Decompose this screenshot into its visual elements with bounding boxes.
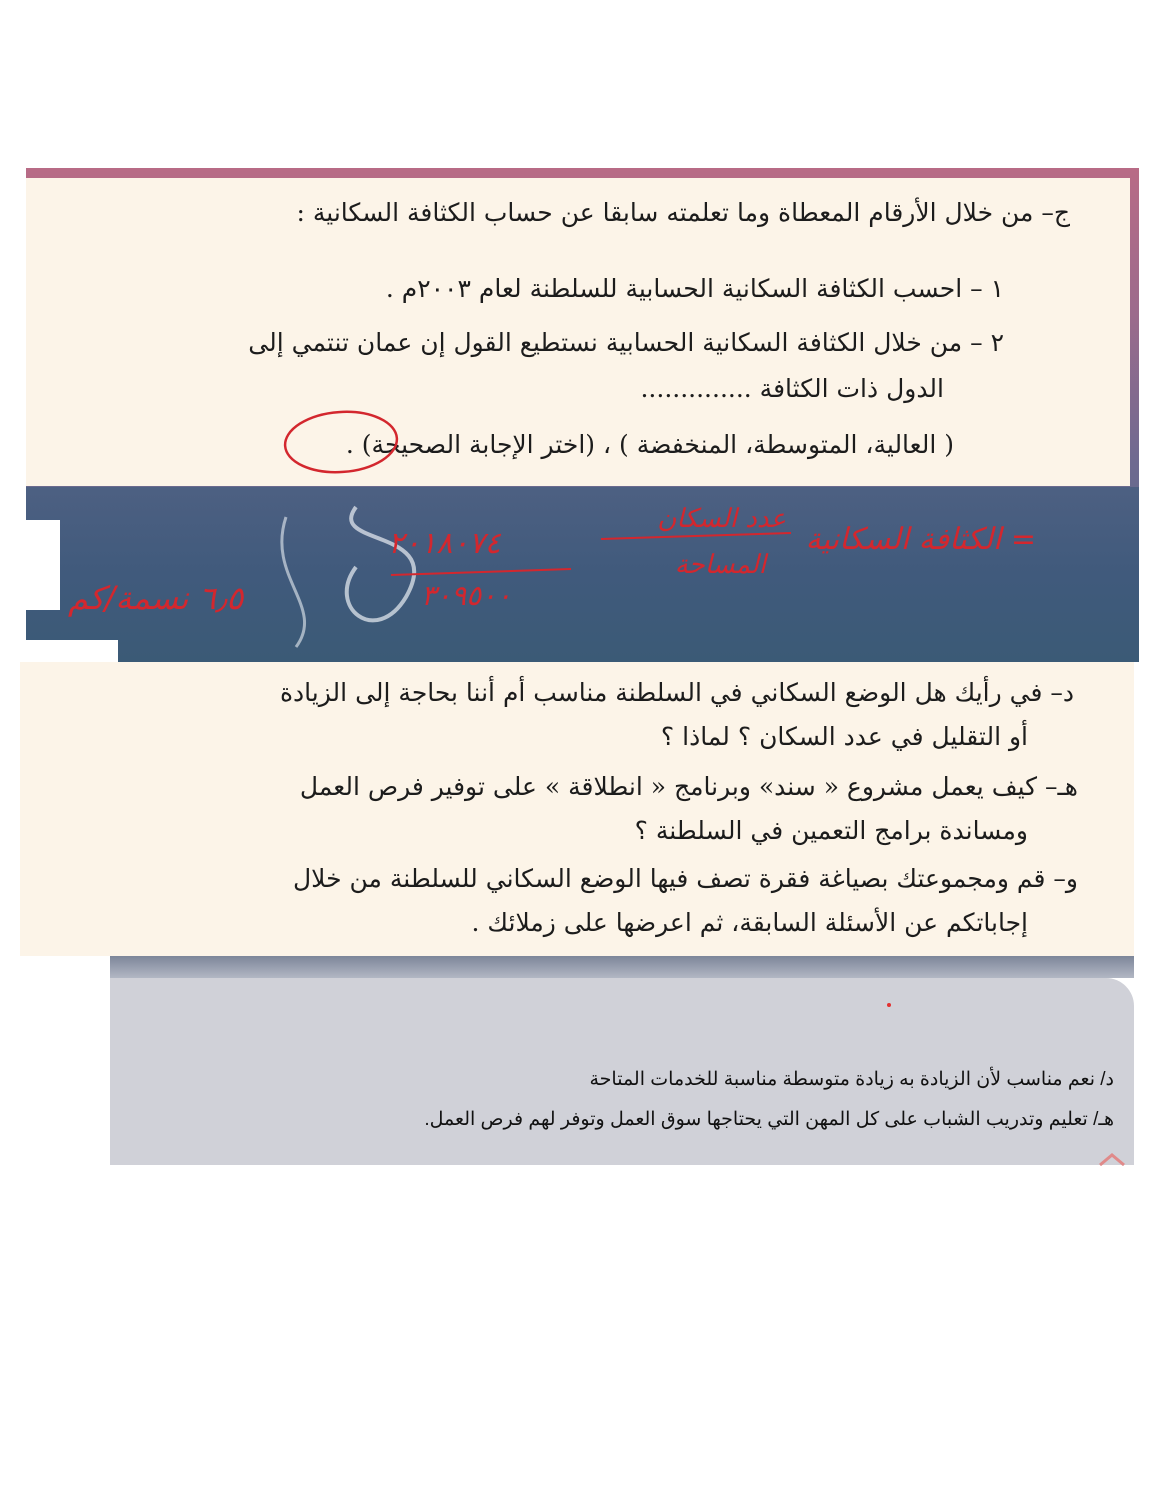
section-w-line2: إجاباتكم عن الأسئلة السابقة، ثم اعرضها على زملائك . [471,908,1028,937]
whiteboard-band [26,487,1139,662]
hw-fraction-bar-2 [391,569,571,575]
section-d-line1: د– في رأيك هل الوضع السكاني في السلطنة مناسب أم أننا بحاجة إلى الزيادة [279,678,1074,707]
handwriting-layer [26,487,1139,662]
divider-strip [110,956,1134,978]
question-card-c [26,178,1130,486]
white-notch [26,640,118,662]
hw-formula-lhs: الكثافة السكانية = [805,522,1036,557]
corner-arrow-icon [1098,1152,1126,1166]
section-c-item2-line2: الدول ذات الكثافة .............. [640,374,944,403]
section-c-heading: ج– من خلال الأرقام المعطاة وما تعلمته سابقا عن حساب الكثافة السكانية : [296,198,1070,227]
section-h-line2: ومساندة برامج التعمين في السلطنة ؟ [634,816,1028,845]
section-c-item2-options: ( العالية، المتوسطة، المنخفضة ) ، (اختر الإجابة الصحيحة) . [345,430,954,459]
section-c-item2-line1: ٢ – من خلال الكثافة السكانية الحسابية نستطيع القول إن عمان تنتمي إلى [248,328,1004,357]
answer-h: هـ/ تعليم وتدريب الشباب على كل المهن التي يحتاجها سوق العمل وتوفر لهم فرص العمل. [424,1109,1114,1130]
question-card-d-h-w [20,662,1134,956]
white-notch [26,520,60,610]
hw-denominator: المساحة [674,550,766,580]
answer-d: د/ نعم مناسب لأن الزيادة به زيادة متوسطة مناسبة للخدمات المتاحة [589,1069,1114,1090]
answer-box [110,978,1134,1165]
section-c-item1: ١ – احسب الكثافة السكانية الحسابية للسلطنة لعام ٢٠٠٣م . [385,274,1004,303]
section-d-line2: أو التقليل في عدد السكان ؟ لماذا ؟ [660,722,1028,751]
hw-result: ٦٫٥ نسمة/كم [68,579,244,617]
red-dot [887,1003,891,1007]
hw-numerator: عدد السكان [657,504,786,534]
section-w-line1: و– قم ومجموعتك بصياغة فقرة تصف فيها الوضع السكاني للسلطنة من خلال [293,864,1078,893]
circle-annotation [276,404,406,484]
hw-value-den: ٣٠٩٥٠٠ [421,579,512,612]
section-h-line1: هـ– كيف يعمل مشروع « سند» وبرنامج « انطلاقة » على توفير فرص العمل [299,772,1078,801]
hw-value-num: ٢٠١٨٠٧٤ [388,526,501,561]
